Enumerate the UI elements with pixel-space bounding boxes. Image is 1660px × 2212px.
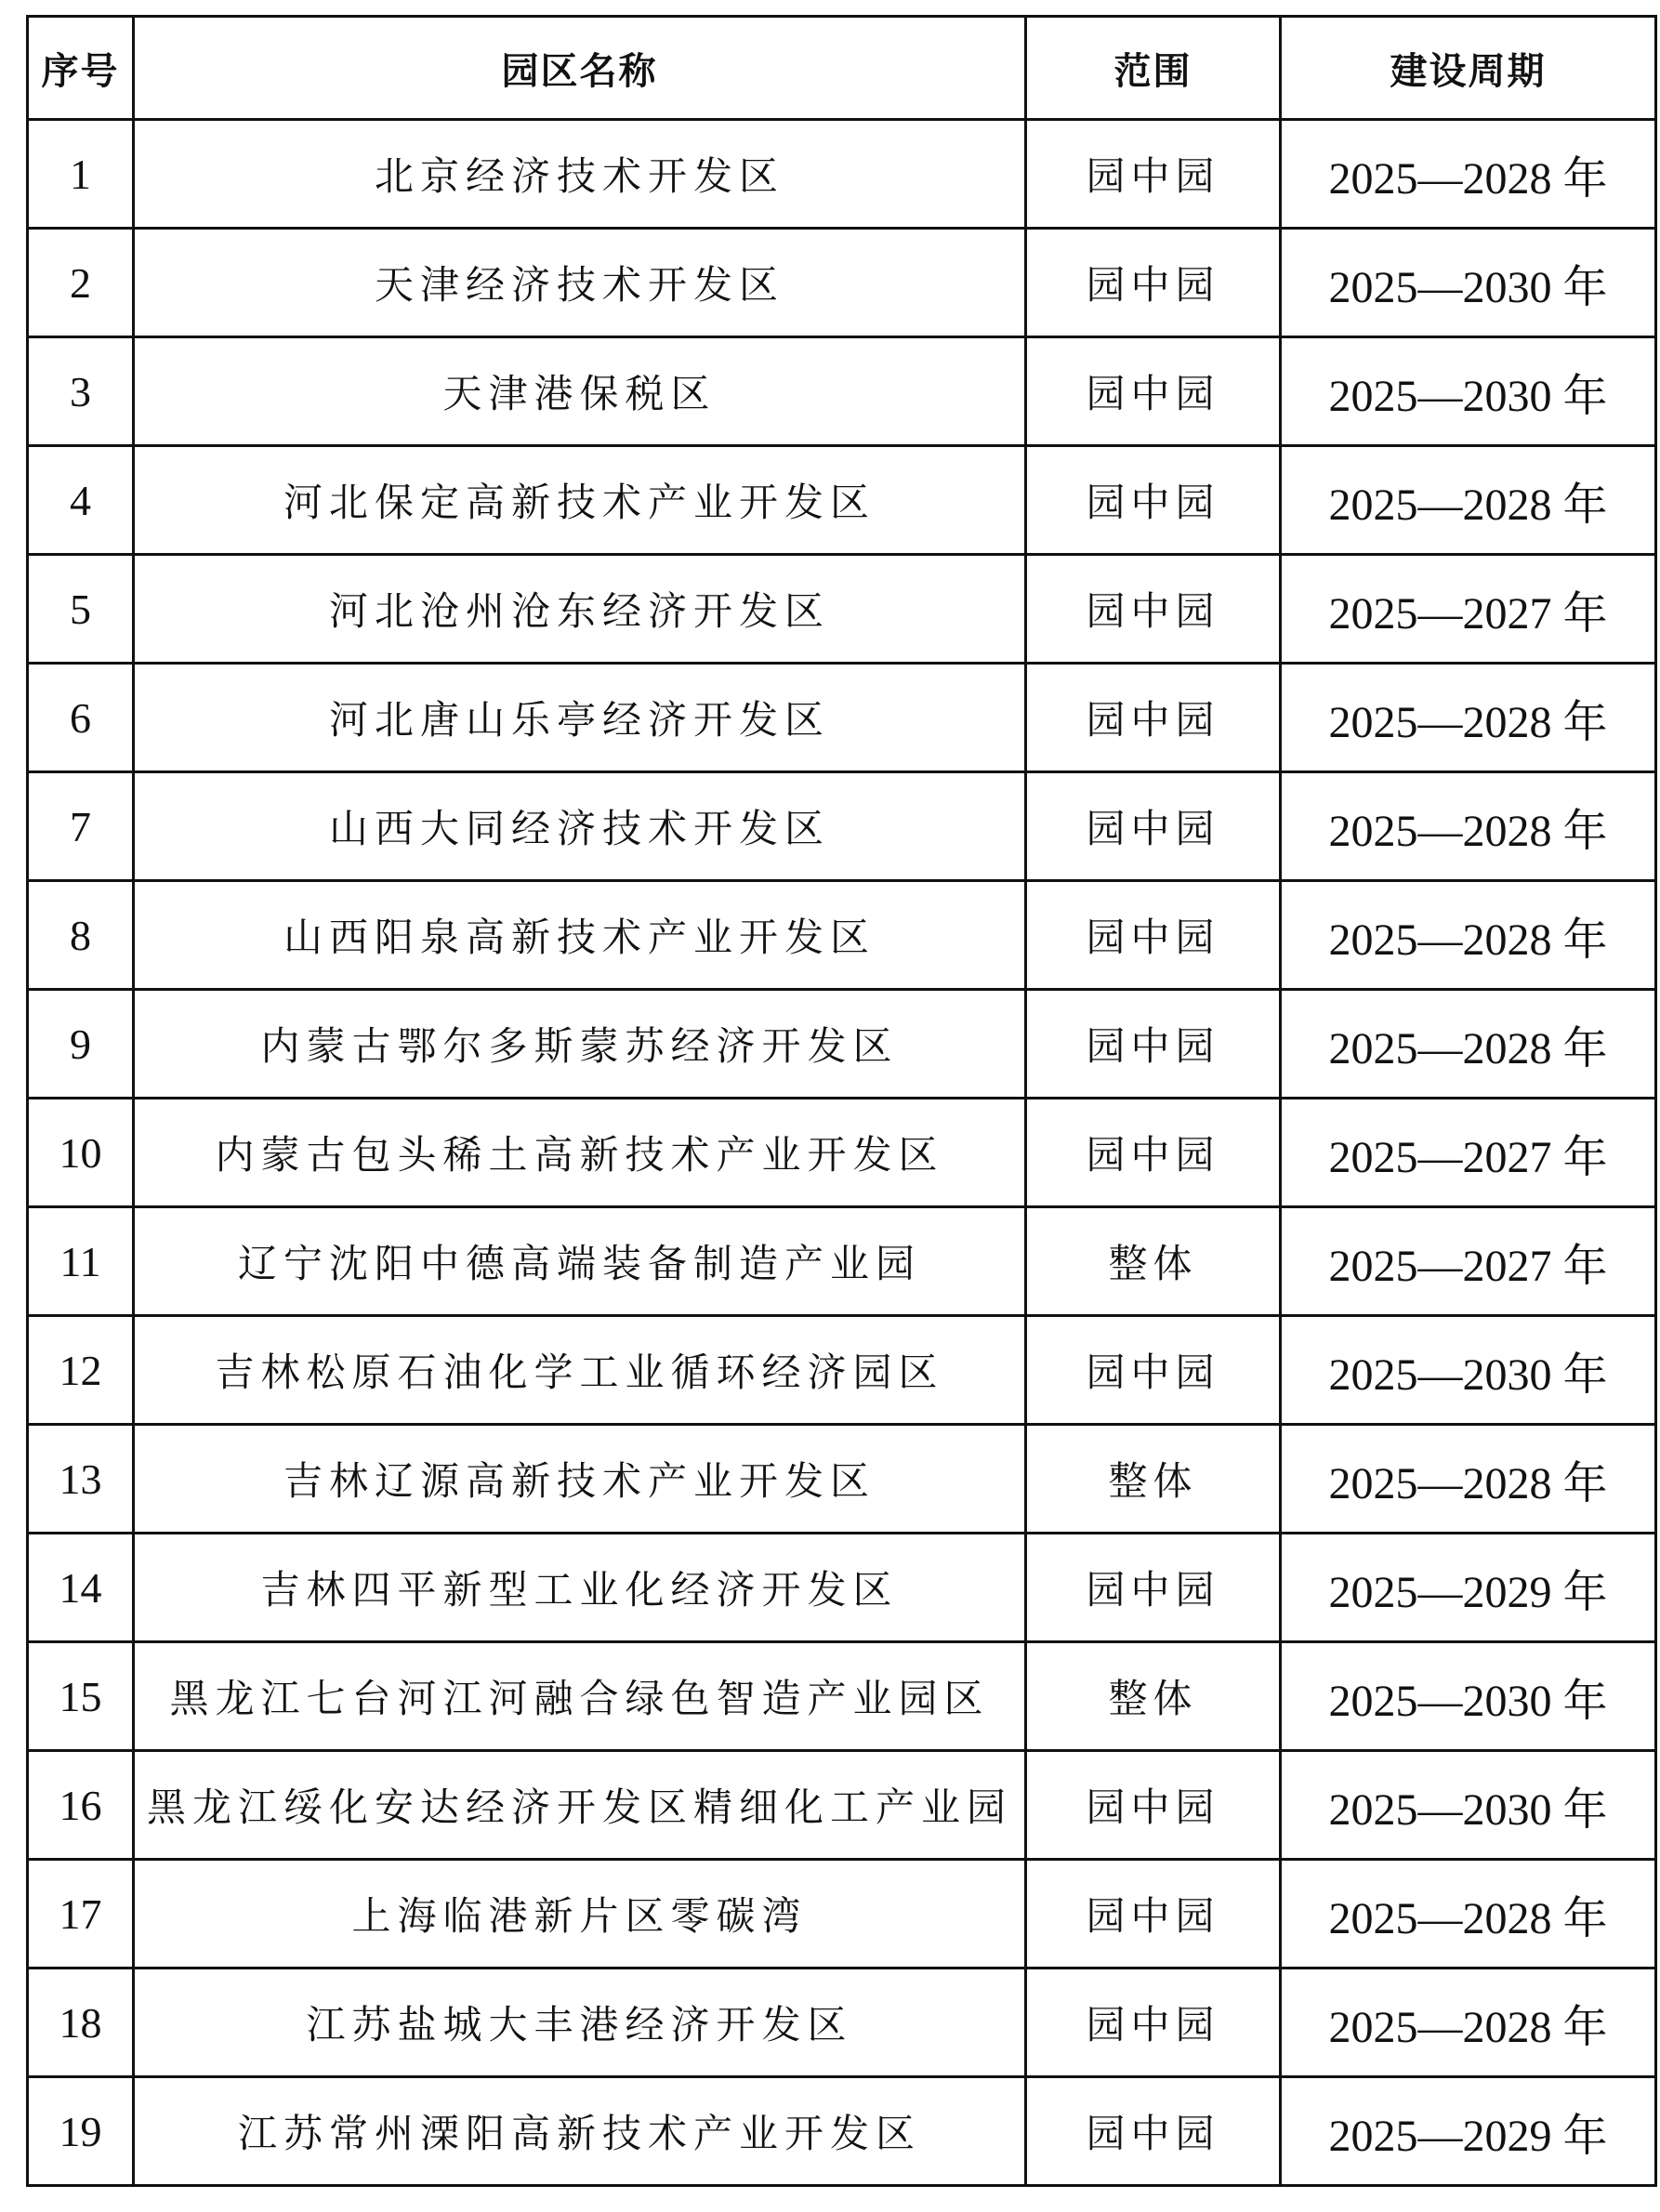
construction-period: 2025—2030 年 — [1281, 337, 1656, 446]
park-name: 山西阳泉高新技术产业开发区 — [134, 881, 1026, 990]
construction-period: 2025—2030 年 — [1281, 229, 1656, 337]
park-scope: 园中园 — [1026, 2077, 1281, 2186]
table-header — [28, 17, 1656, 120]
construction-period: 2025—2028 年 — [1281, 1425, 1656, 1534]
header-name: 园区名称 — [134, 17, 1026, 120]
park-scope: 园中园 — [1026, 1751, 1281, 1860]
park-scope: 园中园 — [1026, 446, 1281, 555]
table-row — [28, 664, 1656, 772]
park-name: 内蒙古鄂尔多斯蒙苏经济开发区 — [134, 990, 1026, 1099]
table-row — [28, 1751, 1656, 1860]
table-row — [28, 1860, 1656, 1968]
park-scope: 园中园 — [1026, 664, 1281, 772]
header-no: 序号 — [28, 17, 134, 120]
row-number: 5 — [28, 555, 134, 664]
row-number: 15 — [28, 1642, 134, 1751]
table-row — [28, 881, 1656, 990]
park-scope: 园中园 — [1026, 1968, 1281, 2077]
row-number: 10 — [28, 1099, 134, 1207]
row-number: 6 — [28, 664, 134, 772]
table-row — [28, 990, 1656, 1099]
park-name: 辽宁沈阳中德高端装备制造产业园 — [134, 1207, 1026, 1316]
row-number: 12 — [28, 1316, 134, 1425]
row-number: 4 — [28, 446, 134, 555]
table-row — [28, 1316, 1656, 1425]
construction-period: 2025—2029 年 — [1281, 2077, 1656, 2186]
park-name: 上海临港新片区零碳湾 — [134, 1860, 1026, 1968]
table-row — [28, 1207, 1656, 1316]
row-number: 7 — [28, 772, 134, 881]
park-scope: 园中园 — [1026, 1534, 1281, 1642]
park-scope: 园中园 — [1026, 990, 1281, 1099]
construction-period: 2025—2028 年 — [1281, 664, 1656, 772]
construction-period: 2025—2028 年 — [1281, 1968, 1656, 2077]
park-name: 北京经济技术开发区 — [134, 120, 1026, 229]
park-name: 黑龙江绥化安达经济开发区精细化工产业园 — [134, 1751, 1026, 1860]
table-row — [28, 1425, 1656, 1534]
park-scope: 园中园 — [1026, 337, 1281, 446]
park-name: 河北唐山乐亭经济开发区 — [134, 664, 1026, 772]
park-table — [26, 15, 1657, 2187]
row-number: 3 — [28, 337, 134, 446]
construction-period: 2025—2028 年 — [1281, 990, 1656, 1099]
construction-period: 2025—2030 年 — [1281, 1751, 1656, 1860]
table-body — [28, 120, 1656, 2186]
construction-period: 2025—2028 年 — [1281, 881, 1656, 990]
construction-period: 2025—2029 年 — [1281, 1534, 1656, 1642]
row-number: 18 — [28, 1968, 134, 2077]
row-number: 11 — [28, 1207, 134, 1316]
construction-period: 2025—2028 年 — [1281, 446, 1656, 555]
construction-period: 2025—2028 年 — [1281, 772, 1656, 881]
row-number: 2 — [28, 229, 134, 337]
park-name: 江苏盐城大丰港经济开发区 — [134, 1968, 1026, 2077]
row-number: 8 — [28, 881, 134, 990]
park-scope: 园中园 — [1026, 1316, 1281, 1425]
park-name: 天津港保税区 — [134, 337, 1026, 446]
table-row — [28, 120, 1656, 229]
table-row — [28, 1968, 1656, 2077]
construction-period: 2025—2030 年 — [1281, 1316, 1656, 1425]
header-period: 建设周期 — [1281, 17, 1656, 120]
park-scope: 园中园 — [1026, 229, 1281, 337]
park-scope: 园中园 — [1026, 881, 1281, 990]
table-row — [28, 446, 1656, 555]
park-name: 内蒙古包头稀土高新技术产业开发区 — [134, 1099, 1026, 1207]
construction-period: 2025—2028 年 — [1281, 120, 1656, 229]
construction-period: 2025—2028 年 — [1281, 1860, 1656, 1968]
table-row — [28, 1534, 1656, 1642]
table-row — [28, 229, 1656, 337]
park-name: 江苏常州溧阳高新技术产业开发区 — [134, 2077, 1026, 2186]
park-scope: 整体 — [1026, 1207, 1281, 1316]
row-number: 14 — [28, 1534, 134, 1642]
park-name: 吉林松原石油化学工业循环经济园区 — [134, 1316, 1026, 1425]
park-scope: 园中园 — [1026, 772, 1281, 881]
park-name: 黑龙江七台河江河融合绿色智造产业园区 — [134, 1642, 1026, 1751]
park-name: 山西大同经济技术开发区 — [134, 772, 1026, 881]
table-row — [28, 1099, 1656, 1207]
park-name: 吉林四平新型工业化经济开发区 — [134, 1534, 1026, 1642]
header-scope: 范围 — [1026, 17, 1281, 120]
row-number: 16 — [28, 1751, 134, 1860]
park-scope: 整体 — [1026, 1642, 1281, 1751]
construction-period: 2025—2027 年 — [1281, 555, 1656, 664]
table-row — [28, 337, 1656, 446]
park-scope: 整体 — [1026, 1425, 1281, 1534]
table-row — [28, 555, 1656, 664]
table-row — [28, 772, 1656, 881]
park-scope: 园中园 — [1026, 120, 1281, 229]
construction-period: 2025—2030 年 — [1281, 1642, 1656, 1751]
row-number: 19 — [28, 2077, 134, 2186]
park-scope: 园中园 — [1026, 1860, 1281, 1968]
row-number: 1 — [28, 120, 134, 229]
row-number: 17 — [28, 1860, 134, 1968]
row-number: 13 — [28, 1425, 134, 1534]
park-name: 河北沧州沧东经济开发区 — [134, 555, 1026, 664]
park-name: 河北保定高新技术产业开发区 — [134, 446, 1026, 555]
park-name: 天津经济技术开发区 — [134, 229, 1026, 337]
construction-period: 2025—2027 年 — [1281, 1099, 1656, 1207]
park-scope: 园中园 — [1026, 1099, 1281, 1207]
header-row — [28, 17, 1656, 120]
park-name: 吉林辽源高新技术产业开发区 — [134, 1425, 1026, 1534]
park-scope: 园中园 — [1026, 555, 1281, 664]
construction-period: 2025—2027 年 — [1281, 1207, 1656, 1316]
row-number: 9 — [28, 990, 134, 1099]
table-row — [28, 1642, 1656, 1751]
table-row — [28, 2077, 1656, 2186]
